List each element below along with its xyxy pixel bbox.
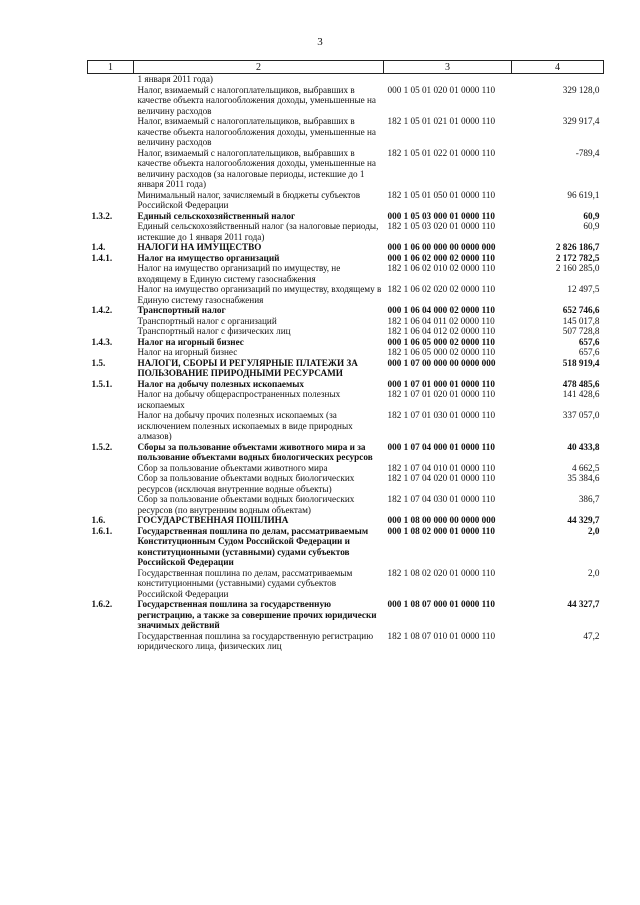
table-row [88, 263, 604, 284]
row-value-cell: 47,2 [583, 630, 600, 641]
row-name-cell: Налог на имущество организаций по имуществу, входящему в Единую систему газоснабжения [137, 284, 382, 305]
row-code-cell: 000 1 06 02 000 02 0000 110 [387, 252, 495, 263]
row-name-cell: 1 января 2011 года) [137, 74, 213, 84]
row-code-cell: 182 1 07 01 030 01 0000 110 [387, 410, 496, 420]
page-number: 3 [317, 36, 323, 48]
row-code-cell: 000 1 07 01 000 01 0000 110 [387, 378, 495, 389]
row-value-cell: 12 497,5 [567, 284, 600, 294]
row-name-cell: НАЛОГИ НА ИМУЩЕСТВО [137, 242, 262, 252]
row-number-cell [88, 473, 134, 494]
row-code-cell: 182 1 06 05 000 02 0000 110 [387, 347, 496, 357]
table-row [88, 190, 604, 211]
row-value-cell: 145 017,8 [562, 315, 600, 326]
table-row [88, 526, 604, 568]
row-value-cell: 44 329,7 [567, 515, 600, 525]
row-code-cell: 182 1 08 07 010 01 0000 110 [387, 630, 496, 641]
row-number-cell [88, 85, 134, 117]
table-row [88, 463, 604, 474]
row-number-cell: 1.6.2. [91, 599, 113, 609]
table-row [88, 284, 604, 305]
row-number-cell: 1.5.1. [91, 378, 113, 389]
row-value-cell: 329 917,4 [562, 116, 600, 126]
row-name-cell: Налог на имущество организаций [137, 252, 280, 263]
row-number-cell: 1.5. [91, 357, 106, 368]
row-value-cell: 386,7 [578, 494, 600, 504]
row-value-cell: 2,0 [588, 525, 600, 536]
row-code-cell: 000 1 08 02 000 01 0000 110 [387, 525, 495, 536]
row-name-cell: Налог на добычу полезных ископаемых [137, 378, 304, 389]
row-value-cell: 40 433,8 [567, 441, 600, 452]
table-row [88, 242, 604, 253]
row-value-cell: 44 327,7 [567, 599, 600, 609]
row-name-cell: Государственная пошлина по делам, рассматриваемым Конституционным Судом Российской Федерации и конституционными (уставными) судами субъектов Российской Федерации [137, 525, 369, 567]
row-value-cell: 141 428,6 [562, 389, 600, 399]
row-value-cell: 60,9 [583, 210, 600, 221]
row-code-cell: 182 1 06 02 020 02 0000 110 [387, 284, 496, 294]
header-col-name: 2 [134, 61, 384, 74]
row-number-cell: 1.6. [91, 515, 106, 525]
row-code-cell: 000 1 07 00 000 00 0000 000 [387, 357, 496, 368]
row-name-cell: Налог на игорный бизнес [137, 347, 238, 357]
row-number-cell [88, 263, 134, 284]
row-name-cell: Транспортный налог с физических лиц [137, 326, 291, 336]
row-value-cell: -789,4 [575, 147, 600, 158]
row-code-cell: 000 1 08 00 000 00 0000 000 [387, 515, 496, 525]
table-row [88, 85, 604, 117]
table-row [88, 221, 604, 242]
table-header-row [88, 61, 604, 74]
row-name-cell: Государственная пошлина за государственную регистрацию юридического лица, физических лиц [137, 630, 374, 651]
row-number-cell [88, 148, 134, 190]
row-code-cell: 000 1 05 03 000 01 0000 110 [387, 210, 495, 221]
table-row [88, 568, 604, 600]
table-body [88, 74, 604, 652]
row-number-cell [88, 316, 134, 327]
row-number-cell [88, 568, 134, 600]
row-code-cell: 182 1 05 03 020 01 0000 110 [387, 221, 496, 231]
row-value-cell: 507 728,8 [562, 326, 600, 336]
table-row [88, 599, 604, 631]
row-number-cell: 1.4.2. [91, 305, 113, 315]
row-number-cell [88, 284, 134, 305]
row-value-cell: 96 619,1 [567, 189, 600, 200]
row-name-cell: Транспортный налог с организаций [137, 315, 277, 326]
row-value-cell: 60,9 [583, 221, 600, 231]
row-number-cell: 1.3.2. [91, 210, 113, 221]
row-number-cell [88, 463, 134, 474]
row-number-cell [88, 326, 134, 337]
row-number-cell [88, 190, 134, 211]
budget-revenue-table [87, 60, 604, 652]
table-row [88, 74, 604, 85]
row-name-cell: Транспортный налог [137, 305, 226, 315]
row-name-cell: Налог, взимаемый с налогоплательщиков, выбравших в качестве объекта налогообложения доходы, уменьшенные на величину расходов (за налоговые периоды, истекшие до 1 января 2011 года) [137, 147, 377, 189]
row-value-cell: 4 662,5 [571, 462, 600, 473]
row-code-cell: 182 1 05 01 050 01 0000 110 [387, 189, 496, 200]
table-row [88, 326, 604, 337]
table-row [88, 389, 604, 410]
row-name-cell: Единый сельскохозяйственный налог [137, 210, 296, 221]
row-number-cell [88, 221, 134, 242]
row-code-cell: 182 1 06 02 010 02 0000 110 [387, 263, 496, 273]
row-name-cell: Налог на имущество организаций по имуществу, не входящему в Единую систему газоснабжения [137, 263, 341, 284]
row-value-cell: 337 057,0 [562, 410, 600, 420]
row-code-cell: 000 1 06 05 000 02 0000 110 [387, 336, 495, 347]
row-name-cell: Сборы за пользование объектами животного мира и за пользование объектами водных биологических ресурсов [137, 441, 373, 462]
row-name-cell: Налог на добычу прочих полезных ископаемых (за исключением полезных ископаемых в виде природных алмазов) [137, 410, 353, 441]
table-row [88, 148, 604, 190]
row-value-cell: 657,6 [578, 336, 600, 347]
table-row [88, 442, 604, 463]
row-number-cell: 1.4.3. [91, 336, 113, 347]
table-row [88, 211, 604, 222]
row-code-cell: 182 1 06 04 011 02 0000 110 [387, 315, 495, 326]
row-code-cell: 182 1 05 01 022 01 0000 110 [387, 147, 496, 158]
table-row [88, 305, 604, 316]
row-code-cell: 182 1 06 04 012 02 0000 110 [387, 326, 496, 336]
row-value-cell: 478 485,6 [562, 378, 600, 389]
header-col-value: 4 [512, 61, 604, 74]
row-code-cell: 182 1 07 04 010 01 0000 110 [387, 462, 496, 473]
row-value-cell: 2 172 782,5 [555, 252, 600, 263]
row-name-cell: Сбор за пользование объектами животного мира [137, 462, 328, 473]
row-value-cell: 329 128,0 [562, 84, 600, 95]
row-name-cell: Налог на добычу общераспространенных полезных ископаемых [137, 389, 341, 410]
row-code-cell: 182 1 07 01 020 01 0000 110 [387, 389, 496, 399]
table-row [88, 347, 604, 358]
row-name-cell: НАЛОГИ, СБОРЫ И РЕГУЛЯРНЫЕ ПЛАТЕЖИ ЗА ПОЛЬЗОВАНИЕ ПРИРОДНЫМИ РЕСУРСАМИ [137, 357, 358, 378]
row-name-cell: Сбор за пользование объектами водных биологических ресурсов (исключая внутренние водные объекты) [137, 473, 355, 494]
table-row [88, 473, 604, 494]
row-value-cell: 657,6 [578, 347, 600, 357]
row-number-cell: 1.6.1. [91, 525, 113, 536]
row-code-cell: 000 1 05 01 020 01 0000 110 [387, 84, 496, 95]
row-value-cell [512, 74, 604, 85]
row-code-cell: 000 1 06 04 000 02 0000 110 [387, 305, 495, 315]
row-name-cell: Минимальный налог, зачисляемый в бюджеты субъектов Российской Федерации [137, 189, 361, 210]
table-row [88, 515, 604, 526]
row-name-cell: Налог, взимаемый с налогоплательщиков, выбравших в качестве объекта налогообложения доходы, уменьшенные на величину расходов [137, 84, 377, 116]
table-row [88, 337, 604, 348]
row-code-cell: 182 1 07 04 030 01 0000 110 [387, 494, 496, 504]
row-value-cell: 35 384,6 [567, 473, 600, 483]
row-code-cell: 000 1 06 00 000 00 0000 000 [387, 242, 496, 252]
row-value-cell: 518 919,4 [562, 357, 600, 368]
table-row [88, 631, 604, 652]
row-number-cell [88, 74, 134, 85]
table-row [88, 494, 604, 515]
table-row [88, 253, 604, 264]
row-value-cell: 2,0 [588, 567, 600, 578]
row-code-cell: 000 1 08 07 000 01 0000 110 [387, 599, 495, 609]
row-value-cell: 2 826 186,7 [555, 242, 600, 252]
row-number-cell: 1.4. [91, 242, 106, 252]
header-col-code: 3 [384, 61, 512, 74]
table-row [88, 116, 604, 148]
row-name-cell: Государственная пошлина по делам, рассматриваемым конституционными (уставными) судами субъектов Российской Федерации [137, 567, 353, 599]
table-row [88, 358, 604, 379]
row-number-cell [88, 410, 134, 442]
row-name-cell: ГОСУДАРСТВЕННАЯ ПОШЛИНА [137, 515, 289, 525]
budget-table-container [87, 60, 603, 652]
row-number-cell: 1.5.2. [91, 441, 113, 452]
row-number-cell [88, 389, 134, 410]
row-code-cell: 182 1 08 02 020 01 0000 110 [387, 567, 496, 578]
row-code-cell: 182 1 05 01 021 01 0000 110 [387, 116, 496, 126]
row-name-cell: Налог на игорный бизнес [137, 336, 244, 347]
row-number-cell: 1.4.1. [91, 252, 113, 263]
table-row [88, 316, 604, 327]
row-value-cell: 652 746,6 [562, 305, 600, 315]
table-row [88, 410, 604, 442]
table-row [88, 379, 604, 390]
row-value-cell: 2 160 285,0 [555, 263, 600, 273]
row-code-cell [384, 74, 512, 85]
row-code-cell: 182 1 07 04 020 01 0000 110 [387, 473, 496, 483]
row-number-cell [88, 494, 134, 515]
row-number-cell [88, 631, 134, 652]
row-name-cell: Налог, взимаемый с налогоплательщиков, выбравших в качестве объекта налогообложения доходы, уменьшенные на величину расходов [137, 116, 377, 147]
row-name-cell: Единый сельскохозяйственный налог (за налоговые периоды, истекшие до 1 января 2011 года) [137, 221, 379, 242]
row-code-cell: 000 1 07 04 000 01 0000 110 [387, 441, 495, 452]
row-name-cell: Сбор за пользование объектами водных биологических ресурсов (по внутренним водным объектам) [137, 494, 355, 515]
row-number-cell [88, 116, 134, 148]
row-number-cell [88, 347, 134, 358]
row-name-cell: Государственная пошлина за государственную регистрацию, а также за совершение прочих юридически значимых действий [137, 599, 377, 630]
header-col-number: 1 [88, 61, 134, 74]
